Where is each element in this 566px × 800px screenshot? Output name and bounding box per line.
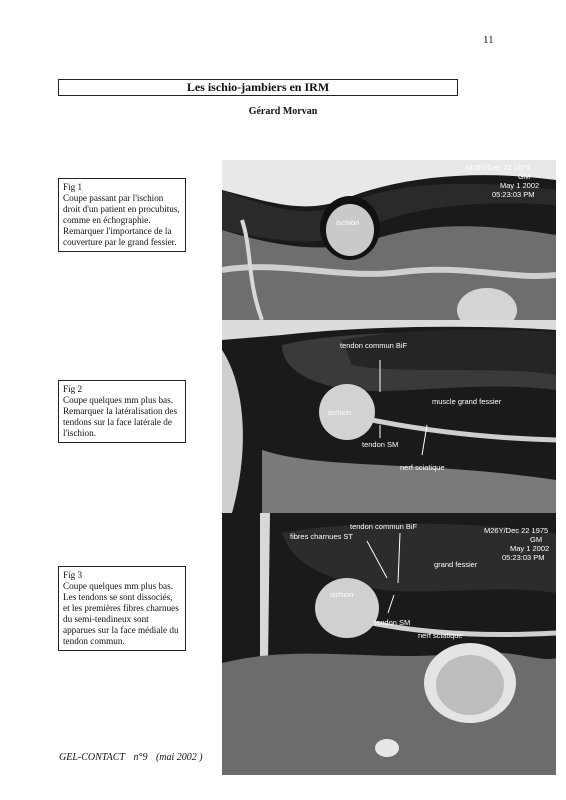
figure-1-label: Fig 1 (63, 182, 83, 192)
annotation-nerf-sciatique: nerf sciatique (400, 463, 445, 472)
mri-1-header-line-1: M26Y/Dec 22 1975 (466, 163, 531, 172)
annotation-nerf-sciatique: nerf sciatique (418, 631, 463, 640)
annotation-fibres-charnues: fibres charnues ST (290, 532, 353, 541)
page-number: 11 (483, 34, 494, 46)
figure-2-caption-box (58, 380, 186, 443)
article-title: Les ischio-jambiers en IRM (58, 79, 458, 96)
annotation-tendon-sm: tendon SM (362, 440, 399, 449)
mri-1-header-line-2: GM (518, 172, 531, 181)
annotation-tendon-commun: tendon commun BiF (350, 522, 418, 531)
mri-3-header-line-1: M26Y/Dec 22 1975 (484, 526, 549, 535)
figure-3-label: Fig 3 (63, 570, 83, 580)
figure-3-caption: Coupe quelques mm plus bas. Les tendons se sont dissociés, et les premières fibres charnues du semi-tendineux sont apparues sur la face médiale du tendon commun. (63, 581, 179, 646)
footer-date: (mai 2002 ) (155, 752, 203, 763)
author-name: Gérard Morvan (248, 106, 318, 117)
mri-1-header-line-3: May 1 2002 (500, 181, 540, 190)
annotation-ischion: ischion (336, 218, 360, 227)
annotation-grand-fessier: grand fessier (434, 560, 478, 569)
mri-image-3 (222, 513, 556, 775)
mri-1-header-line-4: 05:23:03 PM (492, 190, 535, 199)
footer (59, 752, 209, 763)
mri-image-2 (222, 320, 556, 513)
figure-1-caption: Coupe passant par l'ischion droit d'un patient en procubitus, comme en échographie. Remarquer l'importance de la couverture par le grand fessier. (63, 193, 180, 247)
mri-image-1 (222, 160, 556, 320)
mri-3-header-line-4: 05:23:03 PM (502, 553, 545, 562)
footer-issue: n°9 (133, 752, 148, 763)
figure-1-caption-box (58, 178, 186, 252)
annotation-ischion: ischion (328, 408, 352, 417)
mri-3-header-line-2: GM (530, 535, 543, 544)
annotation-tendon-commun: tendon commun BiF (340, 341, 408, 350)
mri-3-header-line-3: May 1 2002 (510, 544, 550, 553)
annotation-tendon-sm: tendon SM (374, 618, 411, 627)
figure-2-caption: Coupe quelques mm plus bas. Remarquer la latéralisation des tendons sur la face latérale de l'ischion. (63, 395, 178, 438)
footer-journal: GEL-CONTACT (59, 752, 125, 763)
figure-2-label: Fig 2 (63, 384, 83, 394)
annotation-ischion: ischion (330, 590, 354, 599)
annotation-grand-fessier: muscle grand fessier (432, 397, 502, 406)
figure-3-caption-box (58, 566, 186, 651)
